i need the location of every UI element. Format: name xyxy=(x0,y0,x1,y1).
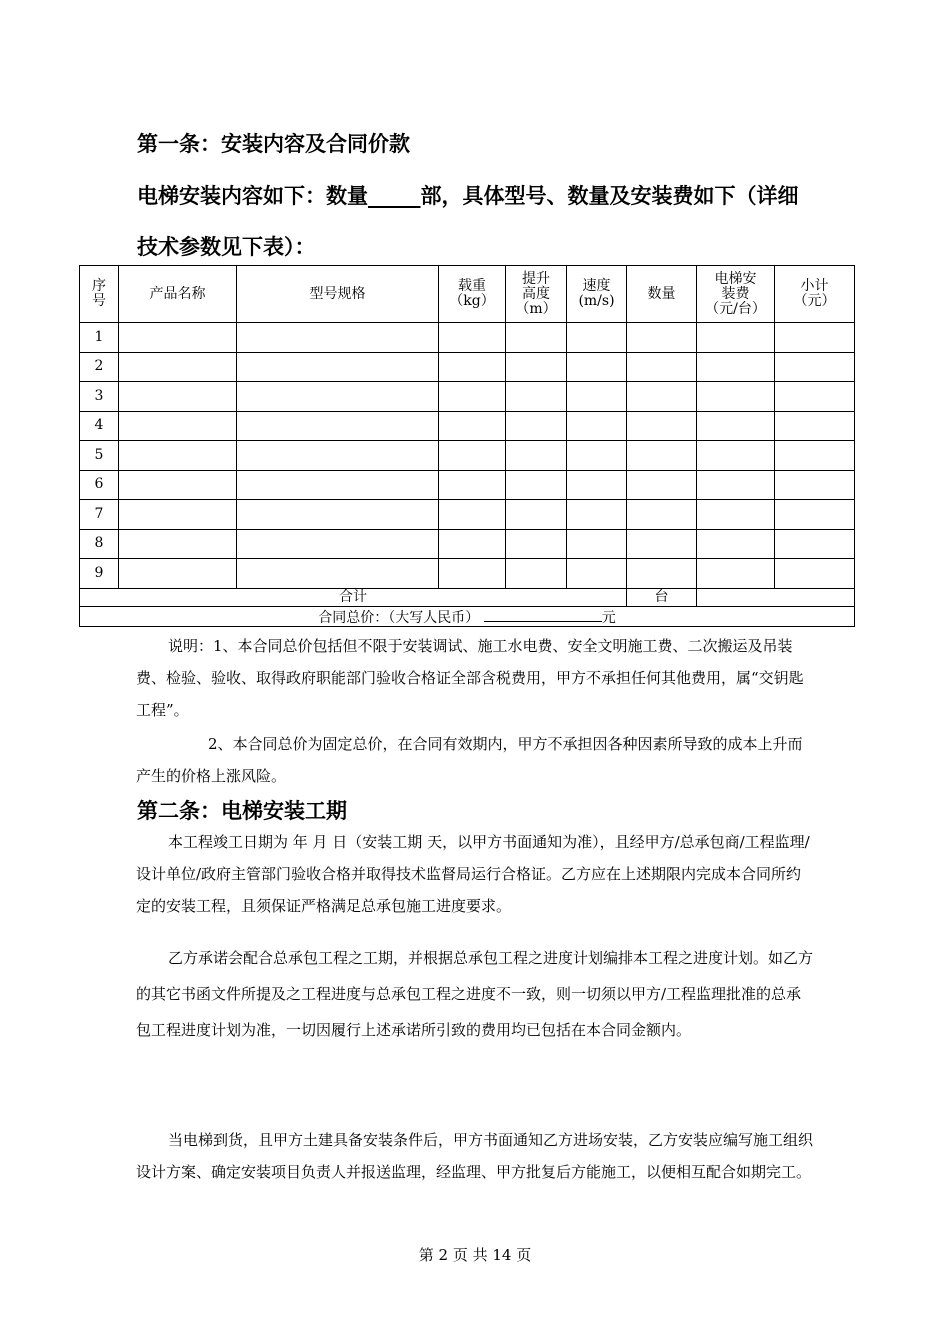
cell-qty[interactable] xyxy=(627,323,697,353)
article1-title: 第一条：安装内容及合同价款 xyxy=(137,132,410,156)
table-row xyxy=(80,411,855,441)
cell-load[interactable] xyxy=(439,352,506,382)
table-header-row xyxy=(80,266,855,323)
header-speed: 速度 (m/s) xyxy=(567,266,627,323)
header-product-name: 产品名称 xyxy=(119,266,237,323)
article2-title: 第二条：电梯安装工期 xyxy=(137,799,347,823)
cell-fee[interactable] xyxy=(697,352,775,382)
cell-subtotal[interactable] xyxy=(775,441,855,471)
cell-lift[interactable] xyxy=(506,411,567,441)
table-row xyxy=(80,323,855,353)
header-lift-height: 提升 高度 （m） xyxy=(506,266,567,323)
page-footer: 第 2 页 共 14 页 xyxy=(418,1246,532,1264)
cell-model[interactable] xyxy=(237,529,439,559)
cell-model[interactable] xyxy=(237,382,439,412)
article1-intro-line1: 电梯安装内容如下：数量_____部，具体型号、数量及安装费如下（详细 xyxy=(137,184,799,208)
cell-lift[interactable] xyxy=(506,382,567,412)
cell-load[interactable] xyxy=(439,559,506,589)
cell-load[interactable] xyxy=(439,323,506,353)
cell-speed[interactable] xyxy=(567,352,627,382)
cell-model[interactable] xyxy=(237,470,439,500)
article2-para3: 当电梯到货，且甲方土建具备安装条件后，甲方书面通知乙方进场安装，乙方安装应编写施工组织设计方案、确定安装项目负责人并报送监理，经监理、甲方批复后方能施工，以便相互配合如期完工。 xyxy=(136,1131,814,1181)
table-row xyxy=(80,559,855,589)
table-row xyxy=(80,352,855,382)
cell-subtotal[interactable] xyxy=(775,470,855,500)
header-model: 型号规格 xyxy=(237,266,439,323)
cell-product[interactable] xyxy=(119,411,237,441)
table-row xyxy=(80,500,855,530)
row-number: 2 xyxy=(80,352,119,382)
sum-row xyxy=(80,588,855,606)
row-number: 7 xyxy=(80,500,119,530)
cell-speed[interactable] xyxy=(567,411,627,441)
cell-lift[interactable] xyxy=(506,323,567,353)
cell-qty[interactable] xyxy=(627,352,697,382)
cell-lift[interactable] xyxy=(506,441,567,471)
cell-subtotal[interactable] xyxy=(775,323,855,353)
total-price-row xyxy=(80,606,855,626)
cell-lift[interactable] xyxy=(506,352,567,382)
cell-product[interactable] xyxy=(119,352,237,382)
cell-product[interactable] xyxy=(119,500,237,530)
sum-label: 合计 xyxy=(80,588,627,606)
total-price-unit: 元 xyxy=(601,609,616,626)
cell-fee[interactable] xyxy=(697,441,775,471)
cell-load[interactable] xyxy=(439,470,506,500)
cell-product[interactable] xyxy=(119,470,237,500)
table-row xyxy=(80,470,855,500)
total-price-cell[interactable] xyxy=(80,606,855,626)
cell-subtotal[interactable] xyxy=(775,382,855,412)
cell-qty[interactable] xyxy=(627,382,697,412)
cell-load[interactable] xyxy=(439,441,506,471)
cell-subtotal[interactable] xyxy=(775,529,855,559)
cell-fee[interactable] xyxy=(697,382,775,412)
note-2: 2、本合同总价为固定总价，在合同有效期内，甲方不承担因各种因素所导致的成本上升而产生的价格上涨风险。 xyxy=(136,735,803,785)
cell-model[interactable] xyxy=(237,441,439,471)
cell-model[interactable] xyxy=(237,559,439,589)
cell-product[interactable] xyxy=(119,529,237,559)
row-number: 6 xyxy=(80,470,119,500)
cell-lift[interactable] xyxy=(506,529,567,559)
header-install-fee: 电梯安 装费 （元/台） xyxy=(697,266,775,323)
cell-fee[interactable] xyxy=(697,500,775,530)
cell-subtotal[interactable] xyxy=(775,411,855,441)
article1-intro-line2: 技术参数见下表）： xyxy=(137,235,316,259)
cell-lift[interactable] xyxy=(506,470,567,500)
cell-model[interactable] xyxy=(237,411,439,441)
cell-lift[interactable] xyxy=(506,500,567,530)
total-price-blank[interactable] xyxy=(484,607,602,622)
header-quantity: 数量 xyxy=(627,266,697,323)
cell-speed[interactable] xyxy=(567,559,627,589)
cell-fee[interactable] xyxy=(697,323,775,353)
cell-speed[interactable] xyxy=(567,382,627,412)
table-row xyxy=(80,441,855,471)
cell-qty[interactable] xyxy=(627,411,697,441)
cell-product[interactable] xyxy=(119,323,237,353)
installation-price-table xyxy=(79,265,855,627)
cell-speed[interactable] xyxy=(567,470,627,500)
cell-load[interactable] xyxy=(439,529,506,559)
cell-fee[interactable] xyxy=(697,411,775,441)
header-seq: 序 号 xyxy=(80,266,119,323)
cell-qty[interactable] xyxy=(627,470,697,500)
row-number: 5 xyxy=(80,441,119,471)
row-number: 1 xyxy=(80,323,119,353)
cell-qty[interactable] xyxy=(627,500,697,530)
table-row xyxy=(80,529,855,559)
header-load: 载重 （kg） xyxy=(439,266,506,323)
cell-speed[interactable] xyxy=(567,500,627,530)
header-subtotal: 小计 （元） xyxy=(775,266,855,323)
cell-subtotal[interactable] xyxy=(775,352,855,382)
total-price-label: 合同总价：（大写人民币） xyxy=(318,609,480,626)
table-row xyxy=(80,382,855,412)
cell-model[interactable] xyxy=(237,323,439,353)
row-number: 3 xyxy=(80,382,119,412)
cell-load[interactable] xyxy=(439,411,506,441)
cell-qty[interactable] xyxy=(627,441,697,471)
cell-load[interactable] xyxy=(439,382,506,412)
cell-qty[interactable] xyxy=(627,559,697,589)
cell-product[interactable] xyxy=(119,559,237,589)
cell-subtotal[interactable] xyxy=(775,559,855,589)
cell-product[interactable] xyxy=(119,441,237,471)
cell-fee[interactable] xyxy=(697,470,775,500)
cell-fee[interactable] xyxy=(697,529,775,559)
cell-product[interactable] xyxy=(119,382,237,412)
note-1: 说明：1、本合同总价包括但不限于安装调试、施工水电费、安全文明施工费、二次搬运及吊装费、检验、验收、取得政府职能部门验收合格证全部含税费用，甲方不承担任何其他费用，属“交钥匙工程”。 xyxy=(136,637,804,719)
cell-model[interactable] xyxy=(237,352,439,382)
article2-para2: 乙方承诺会配合总承包工程之工期，并根据总承包工程之进度计划编排本工程之进度计划。如乙方的其它书函文件所提及之工程进度与总承包工程之进度不一致，则一切须以甲方/工程监理批准的总承包工程进度计划为准，一切因履行上述承诺所引致的费用均已包括在本合同金额内。 xyxy=(136,949,814,1039)
article2-para1: 本工程竣工日期为 年 月 日（安装工期 天，以甲方书面通知为准），且经甲方/总承包商/工程监理/设计单位/政府主管部门验收合格并取得技术监督局运行合格证。乙方应在上述期限内完成本合同所约定的安装工程，且须保证严格满足总承包施工进度要求。 xyxy=(136,833,810,915)
cell-fee[interactable] xyxy=(697,559,775,589)
cell-load[interactable] xyxy=(439,500,506,530)
cell-subtotal[interactable] xyxy=(775,500,855,530)
row-number: 8 xyxy=(80,529,119,559)
cell-model[interactable] xyxy=(237,500,439,530)
sum-value[interactable] xyxy=(697,588,855,606)
row-number: 4 xyxy=(80,411,119,441)
row-number: 9 xyxy=(80,559,119,589)
cell-speed[interactable] xyxy=(567,323,627,353)
sum-unit: 台 xyxy=(627,588,697,606)
cell-lift[interactable] xyxy=(506,559,567,589)
cell-speed[interactable] xyxy=(567,441,627,471)
cell-qty[interactable] xyxy=(627,529,697,559)
cell-speed[interactable] xyxy=(567,529,627,559)
